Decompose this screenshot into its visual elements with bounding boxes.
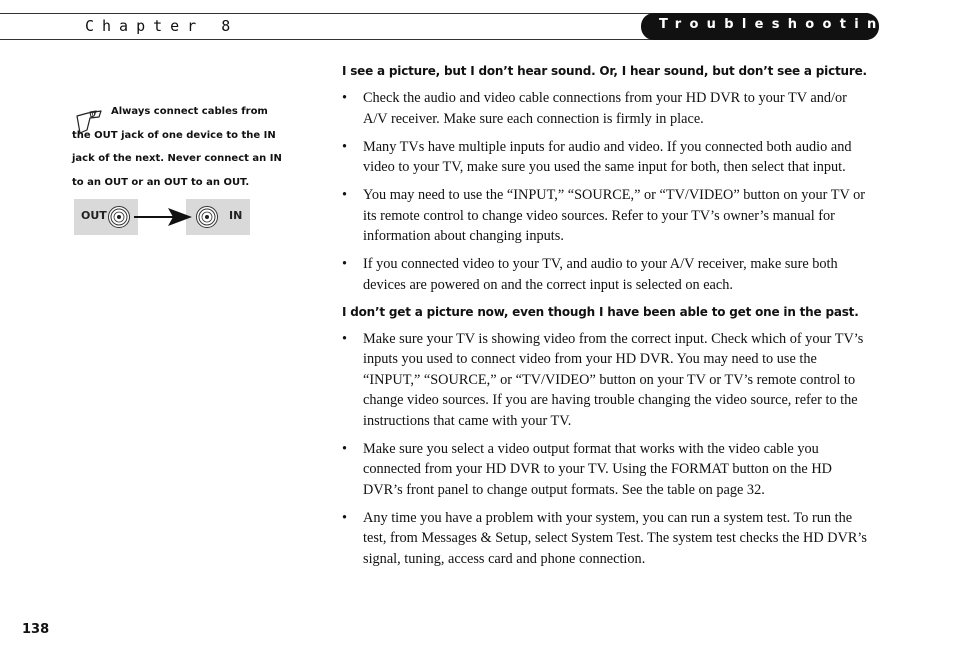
note-hand-icon <box>74 108 104 138</box>
list-item <box>342 254 872 295</box>
bullet-mark: • <box>342 440 348 457</box>
list-item-text: Any time you have a problem with your system, you can run a system test. To run the test, from Messages & Setup, select System Test. The system test checks the HD DVR’s signal, tuning, access card and phone connection. <box>363 509 867 567</box>
in-label: IN <box>229 209 243 222</box>
list-item <box>342 88 872 129</box>
bullet-mark: • <box>342 256 348 272</box>
section-tab <box>641 13 903 40</box>
section-heading: I don’t get a picture now, even though I have been able to get one in the past. <box>342 304 859 319</box>
bullet-mark: • <box>342 330 348 347</box>
main-content <box>342 62 872 577</box>
rca-jack-icon <box>195 205 219 229</box>
list-item <box>342 508 872 570</box>
bullet-list <box>342 88 872 295</box>
section-label: Troubleshooting <box>659 17 903 32</box>
list-item-text: Check the audio and video cable connections from your HD DVR to your TV and/or A/V receiver. Make sure each connection is firmly in place. <box>363 90 847 127</box>
in-jack-box <box>186 199 250 235</box>
list-item-text: Make sure your TV is showing video from the correct input. Check which of your TV’s inputs you used to connect video from your HD DVR. You may need to use the “INPUT,” “SOURCE,” or “TV/VIDEO” button on your TV or TV’s remote control to change video sources. If you are having trouble changing the video source, refer to the instructions that came with your TV. <box>363 330 864 429</box>
bullet-list <box>342 329 872 570</box>
list-item-text: If you connected video to your TV, and audio to your A/V receiver, make sure both devices are powered on and the correct input is selected on each. <box>363 256 838 293</box>
rca-jack-icon <box>107 205 131 229</box>
list-item-text: Many TVs have multiple inputs for audio and video. If you connected both audio and video to your TV, make sure you used the same input for both, then select that input. <box>363 138 852 175</box>
out-label: OUT <box>81 209 107 222</box>
list-item <box>342 185 872 247</box>
list-item-text: You may need to use the “INPUT,” “SOURCE,” or “TV/VIDEO” button on your TV or its remote control to change video sources. Refer to your TV’s owner’s manual for information about changing inputs. <box>363 187 866 244</box>
bullet-mark: • <box>342 90 348 106</box>
list-item <box>342 329 872 432</box>
bullet-mark: • <box>342 138 348 155</box>
list-item-text: Make sure you select a video output format that works with the video cable you connected from your HD DVR to your TV. Using the FORMAT button on the HD DVR’s front panel to change output formats. See the table on page 32. <box>363 440 832 498</box>
bullet-mark: • <box>342 509 348 526</box>
section-heading: I see a picture, but I don’t hear sound. Or, I hear sound, but don’t see a picture. <box>342 64 867 78</box>
page-number: 138 <box>22 622 50 637</box>
connection-diagram <box>74 199 252 235</box>
arrow-right-icon <box>134 207 194 227</box>
out-jack-box <box>74 199 138 235</box>
sidebar-note: Always connect cables from the OUT jack of one device to the IN jack of the next. Never connect an IN to an OUT or an OUT to an OUT. <box>72 106 282 188</box>
list-item <box>342 439 872 501</box>
bullet-mark: • <box>342 187 348 203</box>
list-item <box>342 137 872 178</box>
chapter-label: Chapter 8 <box>85 17 239 35</box>
